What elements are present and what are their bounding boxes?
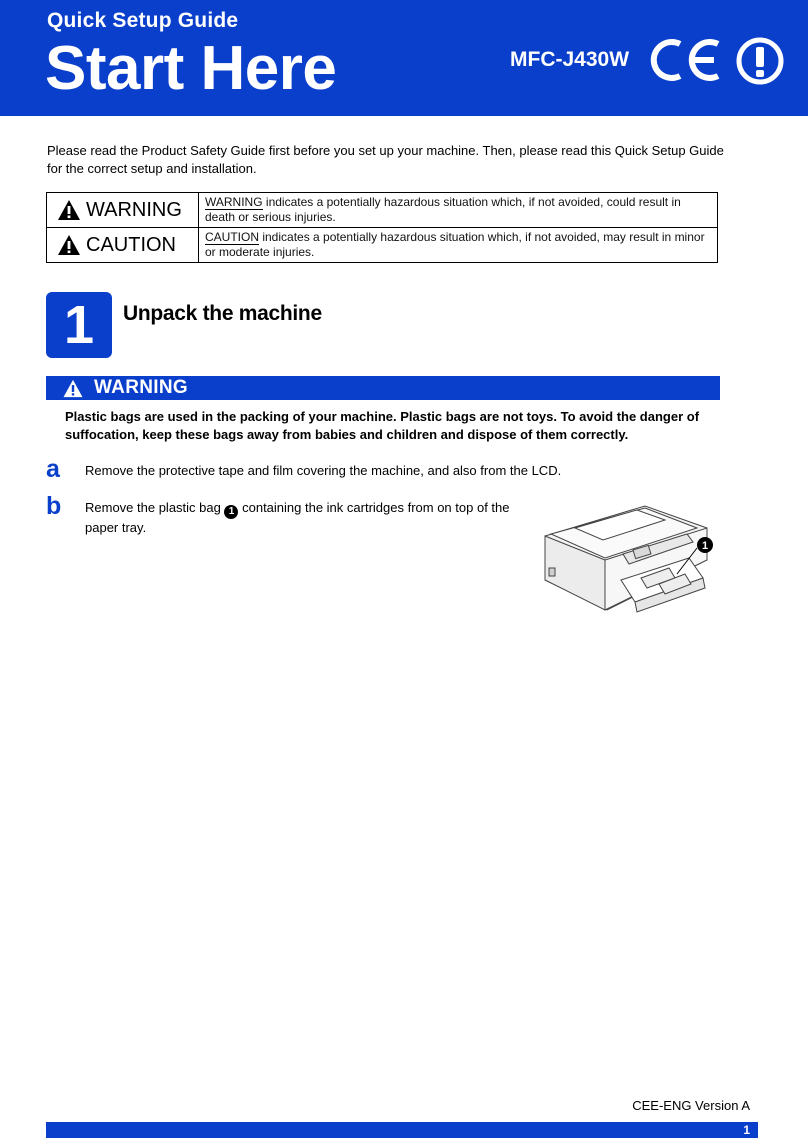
page-title: Start Here [45, 34, 337, 103]
definition-row-warning [47, 193, 718, 228]
warning-triangle-icon [62, 379, 84, 398]
definition-body: indicates a potentially hazardous situation which, if not avoided, could result in death or serious injuries. [205, 195, 681, 224]
definition-row-caution [47, 228, 718, 263]
definition-text [199, 228, 718, 263]
term-label: CAUTION [86, 233, 176, 256]
warning-label: WARNING [94, 377, 188, 398]
substep-text-before: Remove the plastic bag [85, 500, 221, 515]
callout-marker: 1 [224, 505, 238, 519]
term-label: WARNING [86, 198, 182, 221]
substep-letter-a: a [46, 455, 60, 483]
header-banner [0, 0, 808, 116]
term-cell [47, 193, 199, 228]
version-label: CEE-ENG Version A [632, 1098, 750, 1113]
term-reference: WARNING [205, 195, 263, 209]
definition-text [199, 193, 718, 228]
substep-text-a: Remove the protective tape and film covering the machine, and also from the LCD. [85, 463, 562, 478]
alert-circle-icon [735, 36, 785, 86]
hazard-definitions-table [46, 192, 718, 263]
step-title: Unpack the machine [123, 302, 322, 325]
step-number-badge: 1 [46, 292, 112, 358]
substep-text-b [85, 499, 510, 537]
warning-triangle-icon [57, 199, 81, 221]
ce-mark-icon [648, 38, 722, 82]
figure-callout: 1 [701, 540, 709, 552]
definition-body: indicates a potentially hazardous situation which, if not avoided, may result in minor or moderate injuries. [205, 230, 705, 259]
intro-paragraph: Please read the Product Safety Guide first before you set up your machine. Then, please read this Quick Setup Guide for the correct setup and installation. [47, 143, 724, 176]
guide-subtitle: Quick Setup Guide [47, 9, 239, 32]
warning-banner [46, 376, 720, 400]
footer-bar [46, 1122, 758, 1138]
model-name: MFC-J430W [510, 48, 630, 71]
substep-letter-b: b [46, 492, 62, 520]
term-cell [47, 228, 199, 263]
page-number: 1 [743, 1123, 750, 1137]
substep-text-after: containing the ink cartridges from on top of the paper tray. [85, 500, 510, 535]
warning-text: Plastic bags are used in the packing of your machine. Plastic bags are not toys. To avoid the danger of suffocation, keep these bags away from babies and children and dispose of them correctly. [65, 409, 700, 442]
term-reference: CAUTION [205, 230, 259, 244]
printer-illustration [537, 498, 722, 628]
warning-triangle-icon [57, 234, 81, 256]
